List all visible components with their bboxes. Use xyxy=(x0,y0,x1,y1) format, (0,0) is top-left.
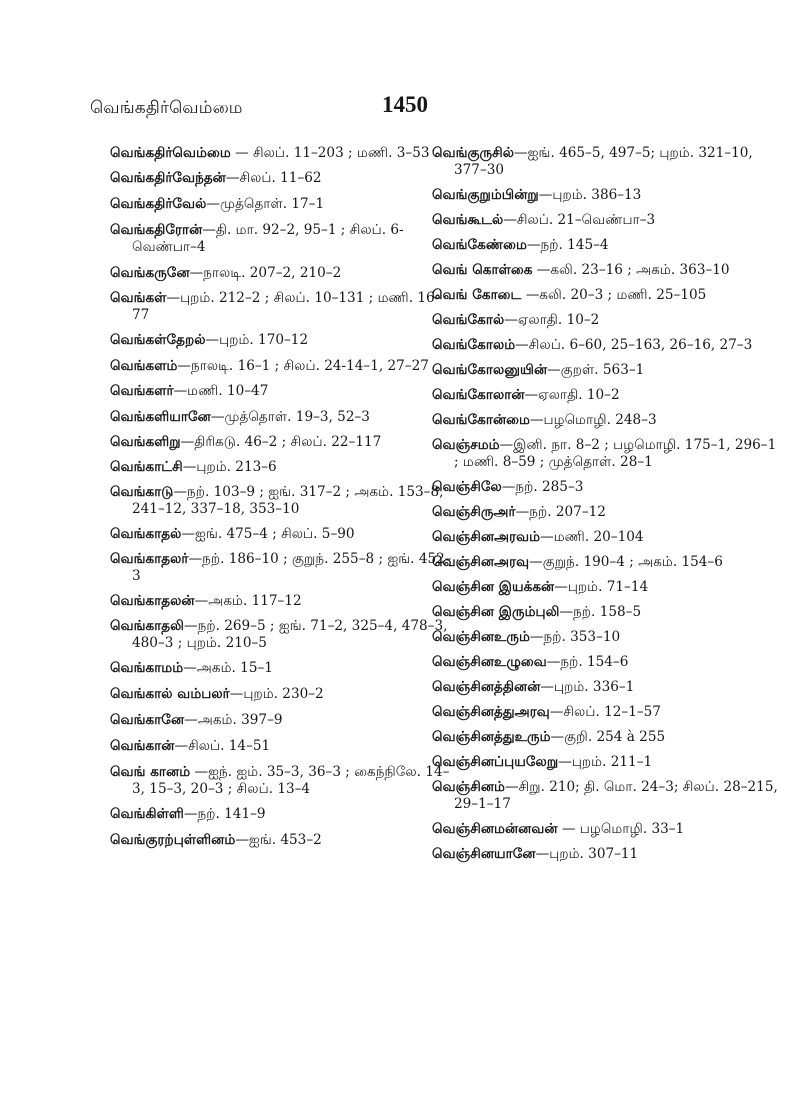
entry-references: —புறம். 307–11 xyxy=(535,846,639,862)
entry-references: —ஐங். 465–5, 497–5; புறம். 321–10, 377–30 xyxy=(454,145,753,178)
entry-term: வெஞ்சின இரும்புலி xyxy=(432,604,560,620)
index-entry xyxy=(432,629,780,646)
index-entry xyxy=(110,358,458,375)
entry-references: —ஐங். 453–2 xyxy=(235,832,322,848)
index-entry xyxy=(432,479,780,496)
entry-references: —ஐங். 475–4 ; சிலப். 5–90 xyxy=(181,526,355,542)
index-entry xyxy=(432,754,780,771)
index-entry xyxy=(432,387,780,404)
entry-term: வெஞ்சினமன்னவன் xyxy=(432,821,558,837)
entry-term: வெங்குறும்பின்று xyxy=(432,187,539,203)
index-entry xyxy=(432,362,780,379)
entry-term: வெஞ்சினஅரவம் xyxy=(432,529,541,545)
entry-term: வெஞ்சிருஅர் xyxy=(432,504,516,520)
entry-term: வெஞ்சினயானே xyxy=(432,846,536,862)
index-entry xyxy=(110,332,458,349)
entry-term: வெஞ்சினப்புயலேறு xyxy=(432,754,559,770)
entry-references: —நற். 141–9 xyxy=(183,806,266,822)
entry-term: வெங்கால் வம்பலர் xyxy=(110,686,230,702)
index-entry xyxy=(110,434,458,451)
index-entry xyxy=(432,821,780,838)
entry-term: வெஞ்சினஉரும் xyxy=(432,629,530,645)
index-entry xyxy=(432,312,780,329)
entry-term: வெங்கோலம் xyxy=(432,337,516,353)
entry-references: —புறம். 170–12 xyxy=(205,332,309,348)
entry-references: —நற். 353–10 xyxy=(529,629,621,645)
entry-references: —முத்தொள். 17–1 xyxy=(206,196,325,212)
entry-term: வெங்கானே xyxy=(110,712,185,728)
index-entry xyxy=(110,484,458,518)
entry-references: —புறம். 336–1 xyxy=(540,679,635,695)
entry-term: வெங்காடு xyxy=(110,484,174,500)
entry-references: —கலி. 20–3 ; மணி. 25–105 xyxy=(521,287,707,303)
entry-term: வெஞ்சிலே xyxy=(432,479,502,495)
entry-references: —சிலப். 12–1–57 xyxy=(549,704,661,720)
entry-term: வெஞ்சினத்தினன் xyxy=(432,679,541,695)
entry-term: வெங்கோல் xyxy=(432,312,505,328)
entry-term: வெஞ்சினத்துஅரவு xyxy=(432,704,550,720)
entry-term: வெங்காதல் xyxy=(110,526,182,542)
entry-term: வெங்காதலி xyxy=(110,618,184,634)
index-entry xyxy=(110,383,458,400)
index-entry xyxy=(432,704,780,721)
entry-term: வெங்காட்சி xyxy=(110,459,183,475)
entry-term: வெங்குருசில் xyxy=(432,145,515,161)
entry-references: —முத்தொள். 19–3, 52–3 xyxy=(210,409,370,425)
entry-term: வெங்கதிரோன் xyxy=(110,222,203,238)
index-entry xyxy=(432,337,780,354)
index-entry xyxy=(432,412,780,429)
entry-references: —நற். 207–12 xyxy=(515,504,606,520)
index-entry xyxy=(110,526,458,543)
entry-term: வெஞ்சினஅரவு xyxy=(432,554,530,570)
entry-references: —நற். 145–4 xyxy=(526,237,609,253)
entry-term: வெங்களியானே xyxy=(110,409,211,425)
entry-term: வெங்காதலன் xyxy=(110,593,195,609)
entry-references: —குறி. 254 à 255 xyxy=(550,729,666,745)
entry-term: வெங்கேண்மை xyxy=(432,237,527,253)
index-entry xyxy=(110,145,458,162)
entry-references: — சிலப். 11–203 ; மணி. 3–53 xyxy=(230,145,430,161)
entry-term: வெங் கொள்கை xyxy=(432,262,533,278)
entry-references: —புறம். 212–2 ; சிலப். 10–131 ; மணி. 16–77 xyxy=(132,290,442,323)
entry-references: —மணி. 20–104 xyxy=(540,529,644,545)
entry-term: வெஞ்சினம் xyxy=(432,779,505,795)
entry-references: —சிலப். 11–62 xyxy=(225,170,322,186)
index-entry xyxy=(110,196,458,213)
index-entry xyxy=(432,504,780,521)
index-entry xyxy=(110,686,458,703)
entry-references: —குறள். 563–1 xyxy=(547,362,645,378)
index-entry xyxy=(432,846,780,863)
index-entry xyxy=(110,806,458,823)
entry-references: —இனி. நா. 8–2 ; பழமொழி. 175–1, 296–1 ; மணி. 8–59 ; முத்தொள். 28–1 xyxy=(454,437,777,470)
entry-references: —புறம். 71–14 xyxy=(554,579,649,595)
entry-references: —பழமொழி. 248–3 xyxy=(529,412,657,428)
entry-references: —நற். 154–6 xyxy=(546,654,629,670)
entry-references: —சிலப். 6–60, 25–163, 26–16, 27–3 xyxy=(515,337,753,353)
entry-references: —அகம். 117–12 xyxy=(194,593,302,609)
entry-term: வெங்கள் xyxy=(110,290,167,306)
left-column xyxy=(110,145,458,849)
entry-term: வெங்கோலனுயின் xyxy=(432,362,548,378)
entry-term: வெங்கோலான் xyxy=(432,387,525,403)
entry-term: வெங் கோடை xyxy=(432,287,522,303)
entry-references: —நற். 103–9 ; ஐங். 317–2 ; அகம். 153–8, 241–12, 337–18, 353–10 xyxy=(132,484,444,517)
entry-term: வெங்களிறு xyxy=(110,434,181,450)
index-entry xyxy=(432,779,780,813)
index-entry xyxy=(110,712,458,729)
index-entry xyxy=(110,170,458,187)
index-entry xyxy=(110,660,458,677)
index-entry xyxy=(110,618,458,652)
index-entry xyxy=(432,437,780,471)
entry-references: —புறம். 386–13 xyxy=(538,187,642,203)
index-entry xyxy=(432,529,780,546)
entry-term: வெஞ்சமம் xyxy=(432,437,500,453)
entry-references: —சிலப். 21–வெண்பா–3 xyxy=(503,212,656,228)
entry-term: வெஞ்சினத்துஉரும் xyxy=(432,729,551,745)
page-number: 1450 xyxy=(382,92,428,117)
entry-term: வெங்கதிர்வேல் xyxy=(110,196,207,212)
entry-term: வெங் கானம் xyxy=(110,764,191,780)
index-entry xyxy=(110,459,458,476)
entry-term: வெங்காமம் xyxy=(110,660,184,676)
entry-references: —சிறு. 210; தி. மொ. 24–3; சிலப். 28–215, 29–1–17 xyxy=(454,779,778,812)
entry-term: வெங்கான் xyxy=(110,738,175,754)
entry-references: —ஏலாதி. 10–2 xyxy=(504,312,600,328)
entry-term: வெங்கிள்ளி xyxy=(110,806,184,822)
entry-term: வெங்கதிர்வேந்தன் xyxy=(110,170,226,186)
entry-references: —நாலடி. 207–2, 210–2 xyxy=(189,265,342,281)
entry-references: —நற். 285–3 xyxy=(501,479,584,495)
index-entry xyxy=(110,222,458,256)
index-entry xyxy=(110,593,458,610)
right-column xyxy=(432,145,780,863)
entry-references: —நாலடி. 16–1 ; சிலப். 24-14–1, 27–27 xyxy=(177,358,429,374)
entry-term: வெங்கருனே xyxy=(110,265,190,281)
index-entry xyxy=(432,212,780,229)
index-entry xyxy=(432,145,780,179)
index-entry xyxy=(110,764,458,798)
entry-term: வெஞ்சினஉழுவை xyxy=(432,654,547,670)
entry-references: —நற். 158–5 xyxy=(559,604,642,620)
index-entry xyxy=(110,290,458,324)
running-header-word: வெங்கதிர்வெம்மை xyxy=(90,98,243,118)
entry-references: —புறம். 213–6 xyxy=(182,459,277,475)
entry-references: —ஐந். ஐம். 35–3, 36–3 ; கைந்நிலே. 14–3, 15–3, 20–3 ; சிலப். 13–4 xyxy=(132,764,450,797)
index-entry xyxy=(432,237,780,254)
index-entry xyxy=(432,579,780,596)
entry-term: வெங்குரற்புள்ளினம் xyxy=(110,832,236,848)
index-entry xyxy=(110,265,458,282)
entry-term: வெங்கதிர்வெம்மை xyxy=(110,145,231,161)
index-entry xyxy=(432,654,780,671)
index-entry xyxy=(432,729,780,746)
entry-term: வெங்களர் xyxy=(110,383,174,399)
entry-term: வெங்கோன்மை xyxy=(432,412,530,428)
entry-references: —அகம். 397–9 xyxy=(184,712,283,728)
index-entry xyxy=(432,262,780,279)
index-entry xyxy=(432,187,780,204)
entry-references: —நற். 269–5 ; ஐங். 71–2, 325–4, 478–3, 480–3 ; புறம். 210–5 xyxy=(132,618,448,651)
index-entry xyxy=(110,832,458,849)
index-entry xyxy=(432,604,780,621)
entry-term: வெஞ்சின இயக்கன் xyxy=(432,579,555,595)
entry-references: —மணி. 10–47 xyxy=(173,383,269,399)
entry-term: வெங்காதலர் xyxy=(110,551,189,567)
index-entry xyxy=(432,287,780,304)
index-entry xyxy=(432,679,780,696)
entry-references: —கலி. 23–16 ; அகம். 363–10 xyxy=(532,262,730,278)
entry-term: வெங்கள்தேறல் xyxy=(110,332,206,348)
entry-references: —நற். 186–10 ; குறுந். 255–8 ; ஐங். 452–3 xyxy=(132,551,452,584)
entry-term: வெங்களம் xyxy=(110,358,178,374)
entry-term: வெங்கூடல் xyxy=(432,212,504,228)
entry-references: —அகம். 15–1 xyxy=(183,660,273,676)
entry-references: —புறம். 230–2 xyxy=(229,686,324,702)
entry-references: —தி. மா. 92–2, 95–1 ; சிலப். 6-வெண்பா–4 xyxy=(132,222,404,255)
entry-references: —திரிகடு. 46–2 ; சிலப். 22–117 xyxy=(180,434,382,450)
entry-references: —சிலப். 14–51 xyxy=(174,738,271,754)
entry-references: —குறுந். 190–4 ; அகம். 154–6 xyxy=(529,554,723,570)
entry-references: —புறம். 211–1 xyxy=(558,754,653,770)
index-entry xyxy=(110,409,458,426)
index-entry xyxy=(110,551,458,585)
entry-references: —ஏலாதி. 10–2 xyxy=(524,387,620,403)
entry-references: — பழமொழி. 33–1 xyxy=(557,821,685,837)
index-entry xyxy=(110,738,458,755)
index-entry xyxy=(432,554,780,571)
